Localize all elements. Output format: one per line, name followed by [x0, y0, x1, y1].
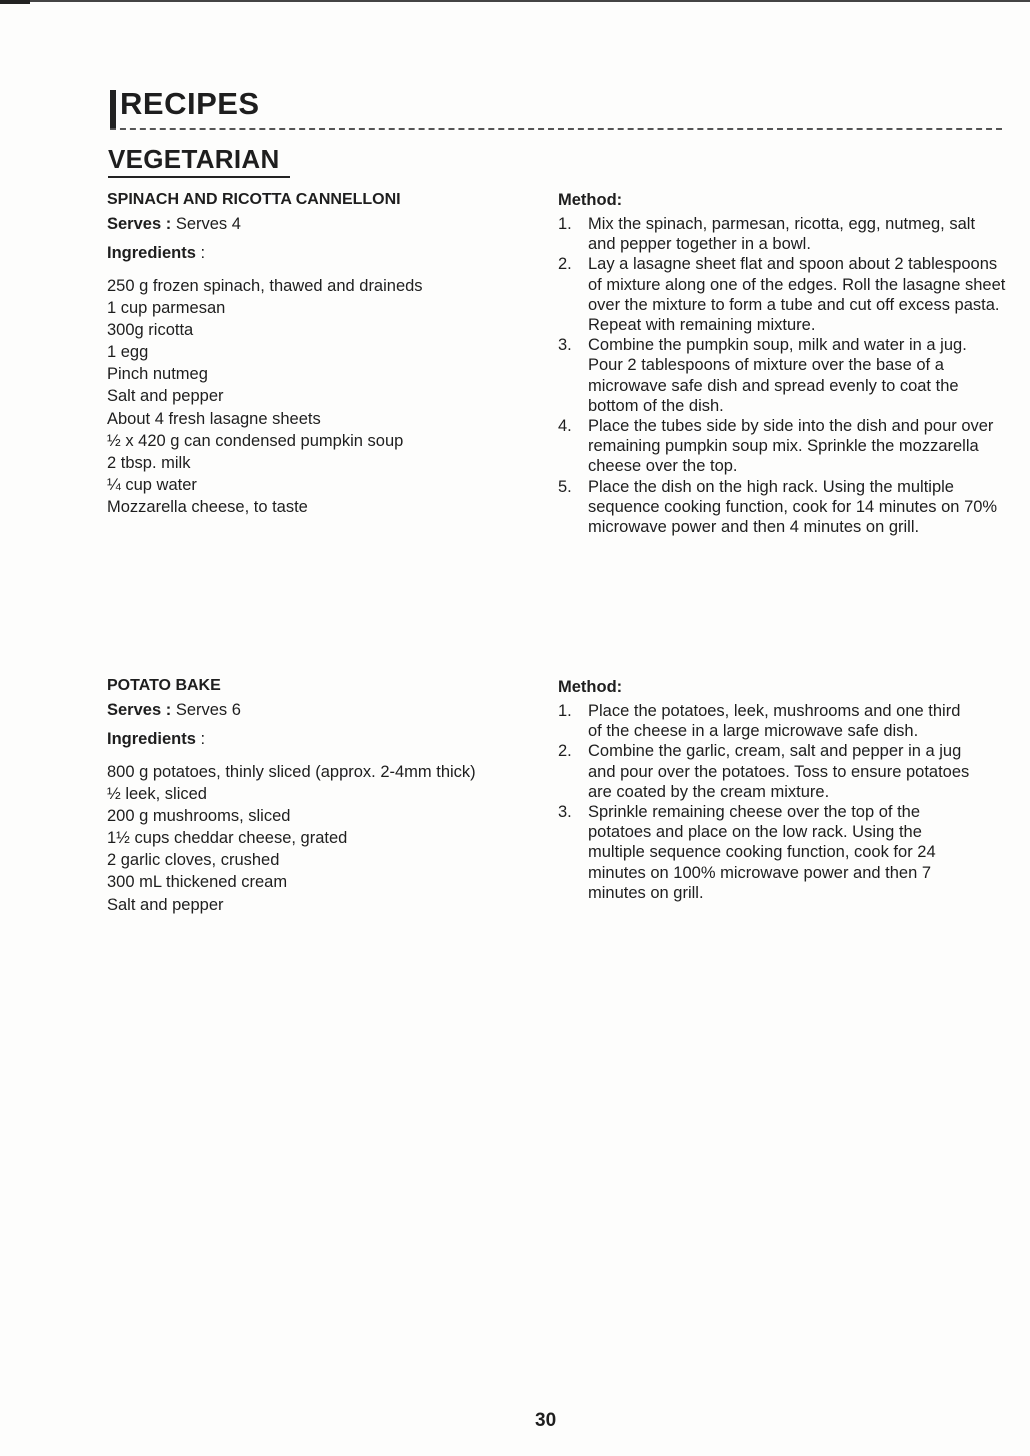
step-text: Mix the spinach, parmesan, ricotta, egg, nutmeg, salt and pepper together in a bowl.	[588, 215, 976, 254]
ingredient-item: Mozzarella cheese, to taste	[107, 497, 308, 516]
ingredient-item: 800 g potatoes, thinly sliced (approx. 2-4mm thick)	[107, 763, 476, 781]
method-steps	[558, 701, 978, 903]
method-step	[558, 741, 978, 802]
ingredients-colon: :	[195, 244, 206, 262]
step-number: 1.	[558, 702, 572, 720]
section-heading: RECIPES	[120, 86, 260, 121]
method-step	[558, 335, 1006, 416]
ingredient-item: 2 tbsp. milk	[107, 453, 191, 472]
recipe-spinach-ricotta-cannelloni	[107, 191, 527, 518]
step-text: Combine the pumpkin soup, milk and water in a jug. Pour 2 tablespoons of mixture over the base of a microwave safe dish and spread evenly to coat the bottom of the dish.	[588, 336, 967, 415]
method-step	[558, 701, 978, 741]
ingredients-list	[107, 275, 527, 518]
step-number: 3.	[558, 336, 572, 355]
serves-value: Serves 6	[175, 701, 241, 719]
category-heading: VEGETARIAN	[108, 144, 290, 178]
ingredient-item: 1 egg	[107, 343, 149, 362]
scan-edge-mark	[0, 0, 30, 4]
step-text: Place the potatoes, leek, mushrooms and one third of the cheese in a large microwave safe dish.	[588, 702, 961, 741]
serves-value: Serves 4	[175, 215, 241, 233]
ingredients-label: Ingredients	[107, 244, 196, 262]
ingredient-item: 1½ cups cheddar cheese, grated	[107, 829, 348, 848]
ingredients-colon: :	[195, 730, 206, 748]
recipe-potato-bake	[107, 677, 547, 916]
method-step	[558, 477, 1006, 538]
section-marker-bar	[110, 90, 116, 130]
step-number: 2.	[558, 742, 572, 761]
ingredient-item: 250 g frozen spinach, thawed and draineds	[107, 277, 423, 295]
page-number: 30	[535, 1410, 557, 1431]
ingredient-item: Salt and pepper	[107, 387, 224, 406]
ingredient-item: 300g ricotta	[107, 321, 194, 340]
recipe-title: POTATO BAKE	[107, 677, 221, 694]
ingredients-heading	[107, 730, 547, 749]
ingredient-item: 200 g mushrooms, sliced	[107, 807, 291, 826]
method-step	[558, 214, 1006, 254]
ingredient-item: 2 garlic cloves, crushed	[107, 851, 280, 870]
method-heading: Method:	[558, 191, 623, 209]
method-heading: Method:	[558, 678, 623, 696]
ingredient-item: 300 mL thickened cream	[107, 873, 288, 892]
step-text: Combine the garlic, cream, salt and pepper in a jug and pour over the potatoes. Toss to ensure potatoes are coated by the cream mixture.	[588, 742, 970, 801]
method-step	[558, 416, 1006, 477]
step-number: 4.	[558, 417, 572, 436]
step-number: 1.	[558, 215, 572, 233]
ingredient-item: ½ x 420 g can condensed pumpkin soup	[107, 431, 404, 450]
serves-label: Serves :	[107, 701, 172, 719]
recipe-serves	[107, 701, 547, 720]
method-step	[558, 254, 1006, 335]
step-text: Place the tubes side by side into the dish and pour over remaining pumpkin soup mix. Sprinkle the mozzarella cheese over the top.	[588, 417, 994, 476]
step-text: Sprinkle remaining cheese over the top of the potatoes and place on the low rack. Using the multiple sequence cooking function, cook for 24 minutes on 100% microwave power and then 7 minutes on grill.	[588, 803, 936, 902]
dashed-divider	[110, 128, 1002, 130]
step-number: 5.	[558, 477, 572, 496]
recipe-title: SPINACH AND RICOTTA CANNELLONI	[107, 191, 401, 208]
step-text: Place the dish on the high rack. Using the multiple sequence cooking function, cook for 14 minutes on 70% microwave power and then 4 minutes on grill.	[588, 477, 998, 537]
recipe-serves	[107, 215, 527, 234]
ingredient-item: About 4 fresh lasagne sheets	[107, 409, 321, 428]
scan-edge-line	[0, 0, 1030, 2]
ingredient-item: 1 cup parmesan	[107, 299, 226, 318]
ingredients-list	[107, 761, 547, 916]
method-spinach-ricotta-cannelloni	[558, 191, 1006, 537]
serves-label: Serves :	[107, 215, 172, 233]
ingredient-item: Salt and pepper	[107, 895, 224, 914]
step-number: 3.	[558, 803, 572, 822]
method-steps	[558, 214, 1006, 537]
ingredient-item: ½ leek, sliced	[107, 785, 207, 804]
method-step	[558, 802, 978, 903]
ingredients-label: Ingredients	[107, 730, 196, 748]
ingredient-item: ¼ cup water	[107, 475, 197, 494]
ingredient-item: Pinch nutmeg	[107, 365, 208, 384]
step-number: 2.	[558, 255, 572, 274]
ingredients-heading	[107, 244, 527, 263]
step-text: Lay a lasagne sheet flat and spoon about 2 tablespoons of mixture along one of the edges. Roll the lasagne sheet over the mixture to form a tube and cut off excess pasta. Repeat with remaining mixture.	[588, 255, 1006, 335]
method-potato-bake	[558, 678, 978, 903]
